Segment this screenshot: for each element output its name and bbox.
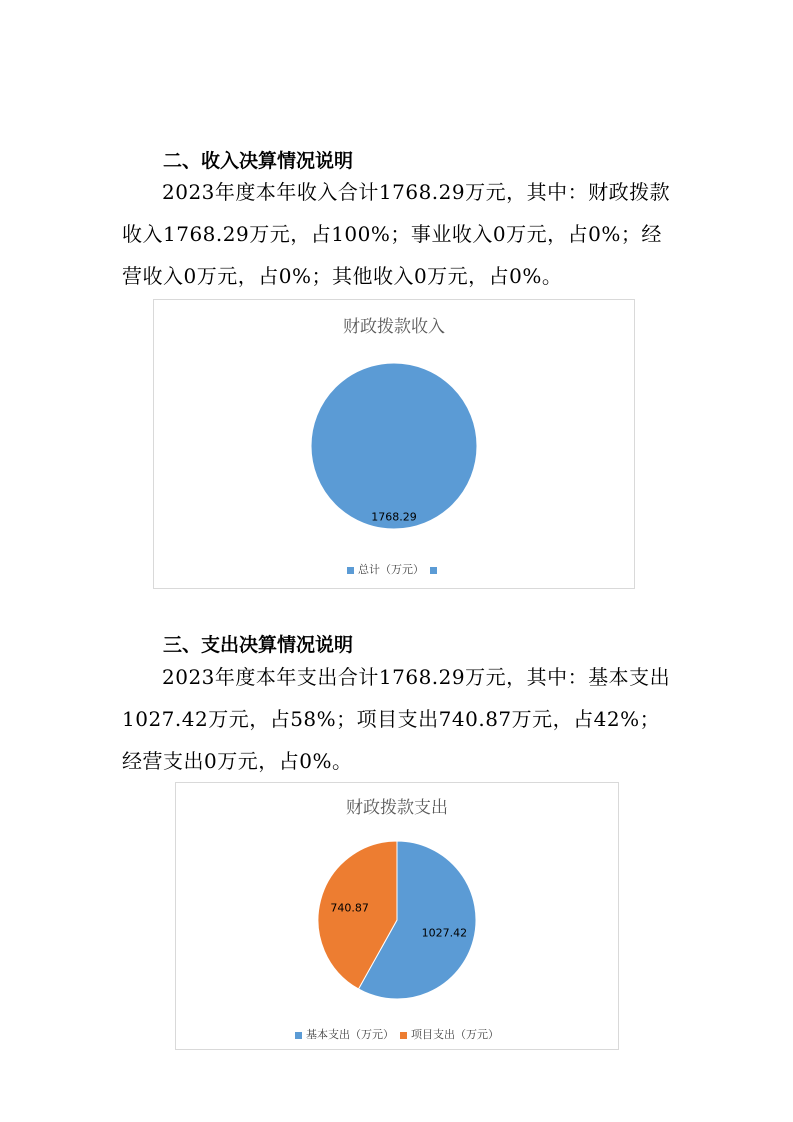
income-chart-title: 财政拨款收入 [343,317,445,337]
pie-slice-0 [311,363,477,529]
legend-entry-0 [295,1026,394,1042]
legend-swatch-0 [295,1032,302,1039]
income-chart-legend [154,561,634,577]
income-chart [153,299,635,589]
expense-pie-svg [176,783,618,1018]
expense-paragraph: 2023年度本年支出合计1768.29万元，其中：基本支出1027.42万元，占58%；项目支出740.87万元，占42%；经营支出0万元，占0%。 [122,665,671,773]
legend-entry-0 [347,561,424,577]
legend-label-1: 项目支出（万元） [411,1028,499,1041]
legend-entry-1 [430,563,441,576]
expense-chart-title: 财政拨款支出 [346,798,448,818]
legend-label-0: 总计（万元） [358,563,424,576]
expense-chart [175,782,619,1050]
legend-label-0: 基本支出（万元） [306,1028,394,1041]
legend-entry-1 [400,1026,499,1042]
income-pie-svg [154,300,634,550]
income-heading: 二、收入决算情况说明 [163,150,354,172]
expense-heading: 三、支出决算情况说明 [163,634,354,656]
legend-swatch-1 [400,1032,407,1039]
pie-data-label-0: 1768.29 [371,510,417,524]
pie-data-label-0: 1027.42 [421,926,468,940]
income-paragraph: 2023年度本年收入合计1768.29万元，其中：财政拨款收入1768.29万元，占100%；事业收入0万元，占0%；经营收入0万元，占0%；其他收入0万元，占0%。 [122,180,671,288]
legend-swatch-1 [430,567,437,574]
expense-chart-legend [176,1026,618,1042]
pie-data-label-1: 740.87 [330,901,369,915]
legend-swatch-0 [347,567,354,574]
